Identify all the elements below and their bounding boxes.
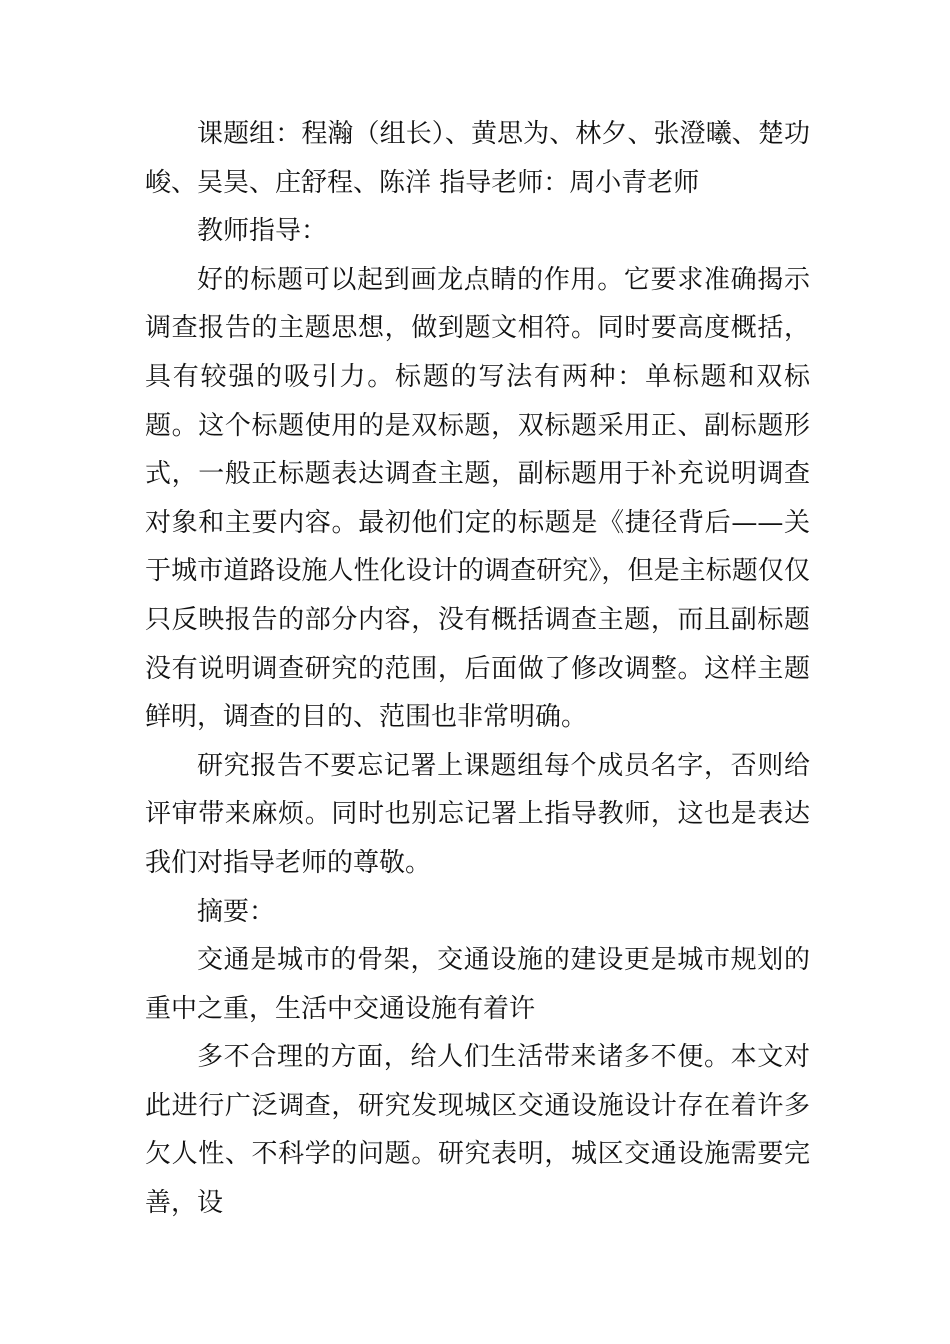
research-group-credits: 课题组：程瀚（组长）、黄思为、林夕、张澄曦、楚功峻、吴昊、庄舒程、陈洋 指导老师：周小青老师 <box>145 119 810 198</box>
abstract-paragraph-2: 多不合理的方面，给人们生活带来诸多不便。本文对此进行广泛调查，研究发现城区交通设施设计存在着许多欠人性、不科学的问题。研究表明，城区交通设施需要完善，设 <box>145 1042 810 1219</box>
document-body <box>145 110 810 1228</box>
teacher-guidance-heading: 教师指导： <box>197 216 328 247</box>
abstract-heading: 摘要： <box>197 896 276 927</box>
title-advice-paragraph: 好的标题可以起到画龙点睛的作用。它要求准确揭示调查报告的主题思想，做到题文相符。同时要高度概括，具有较强的吸引力。标题的写法有两种：单标题和双标题。这个标题使用的是双标题，双标题采用正、副标题形式，一般正标题表达调查主题，副标题用于补充说明调查对象和主要内容。最初他们定的标题是《捷径背后——关于城市道路设施人性化设计的调查研究》，但是主标题仅仅只反映报告的部分内容，没有概括调查主题，而且副标题没有说明调查研究的范围，后面做了修改调整。这样主题鲜明，调查的目的、范围也非常明确。 <box>145 264 810 733</box>
signature-advice-paragraph: 研究报告不要忘记署上课题组每个成员名字，否则给评审带来麻烦。同时也别忘记署上指导教师，这也是表达我们对指导老师的尊敬。 <box>145 750 810 878</box>
abstract-paragraph-1: 交通是城市的骨架，交通设施的建设更是城市规划的重中之重，生活中交通设施有着许 <box>145 945 810 1024</box>
